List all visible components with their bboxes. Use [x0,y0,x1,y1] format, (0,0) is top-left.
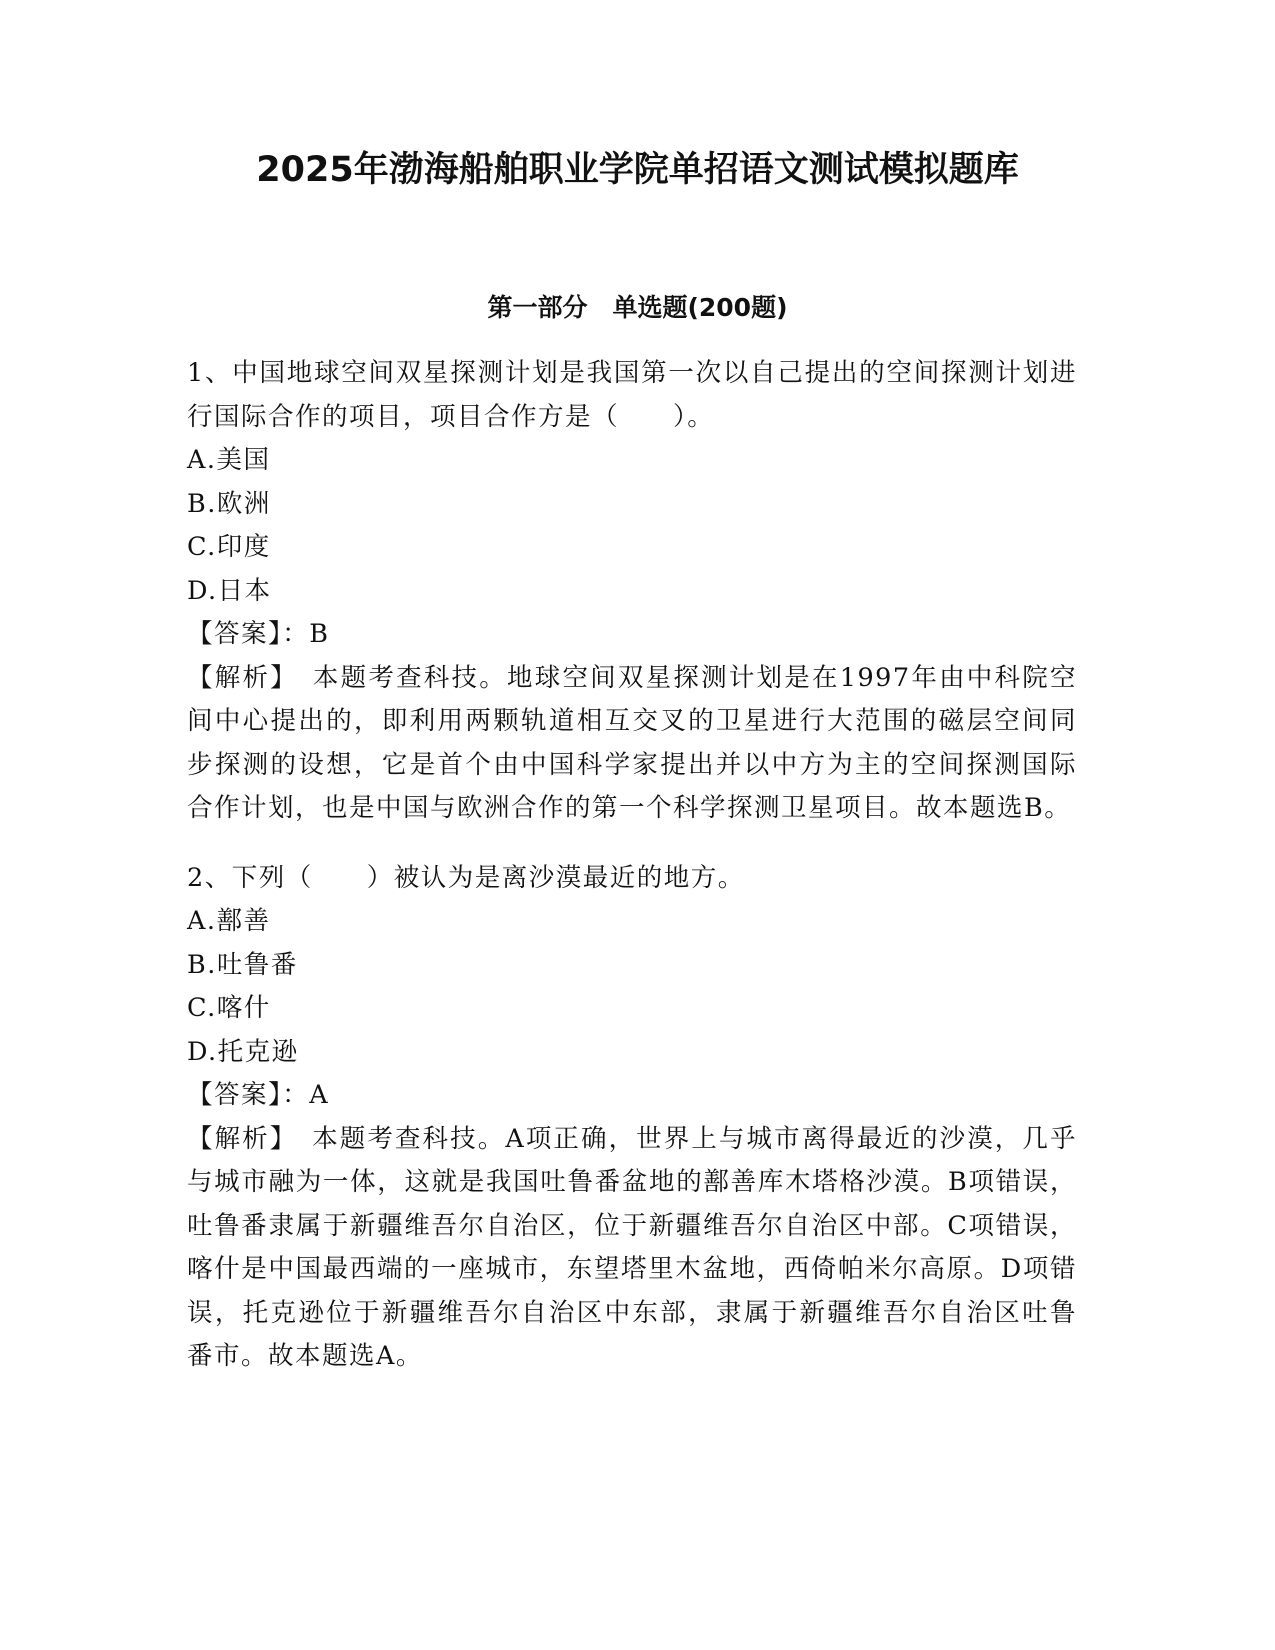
analysis-label: 【解析】 [187,662,286,693]
question-list [187,352,1077,1387]
analysis-text: 本题考查科技。地球空间双星探测计划是在1997年由中科院空间中心提出的，即利用两颗轨道相互交叉的卫星进行大范围的磁层空间同步探测的设想，它是首个由中国科学家提出并以中方为主的空间探测国际合作计划，也是中国与欧洲合作的第一个科学探测卫星项目。故本题选B。 [187,662,1077,823]
document-title: 2025年渤海船舶职业学院单招语文测试模拟题库 [256,150,1019,190]
answer-line [187,1074,1077,1118]
option-a: A.鄯善 [187,906,271,936]
answer-label: 【答案】： [187,1080,310,1110]
option-b: B.吐鲁番 [187,949,298,980]
question-stem: 1、中国地球空间双星探测计划是我国第一次以自己提出的空间探测计划进行国际合作的项目，项目合作方是（ ）。 [187,358,1077,432]
analysis-line [187,1118,1077,1379]
analysis-text: 本题考查科技。A项正确，世界上与城市离得最近的沙漠，几乎与城市融为一体，这就是我国吐鲁番盆地的鄯善库木塔格沙漠。B项错误，吐鲁番隶属于新疆维吾尔自治区，位于新疆维吾尔自治区中部。C项错误，喀什是中国最西端的一座城市，东望塔里木盆地，西倚帕米尔高原。D项错误，托克逊位于新疆维吾尔自治区中东部，隶属于新疆维吾尔自治区吐鲁番市。故本题选A。 [187,1123,1077,1371]
option-d: D.托克逊 [187,1036,299,1067]
option-a: A.美国 [187,445,271,475]
option-c: C.喀什 [187,993,271,1023]
analysis-line [187,657,1077,831]
question-1 [187,352,1077,831]
option-d: D.日本 [187,575,272,606]
answer-label: 【答案】： [187,619,310,649]
option-c: C.印度 [187,532,271,562]
analysis-label: 【解析】 [187,1123,285,1154]
answer-value: A [309,1080,330,1110]
question-stem: 2、下列（ ）被认为是离沙漠最近的地方。 [187,862,745,893]
answer-line [187,613,1077,657]
option-b: B.欧洲 [187,488,271,519]
question-2 [187,857,1077,1379]
answer-value: B [309,619,330,649]
section-heading: 第一部分 单选题(200题) [487,293,788,322]
